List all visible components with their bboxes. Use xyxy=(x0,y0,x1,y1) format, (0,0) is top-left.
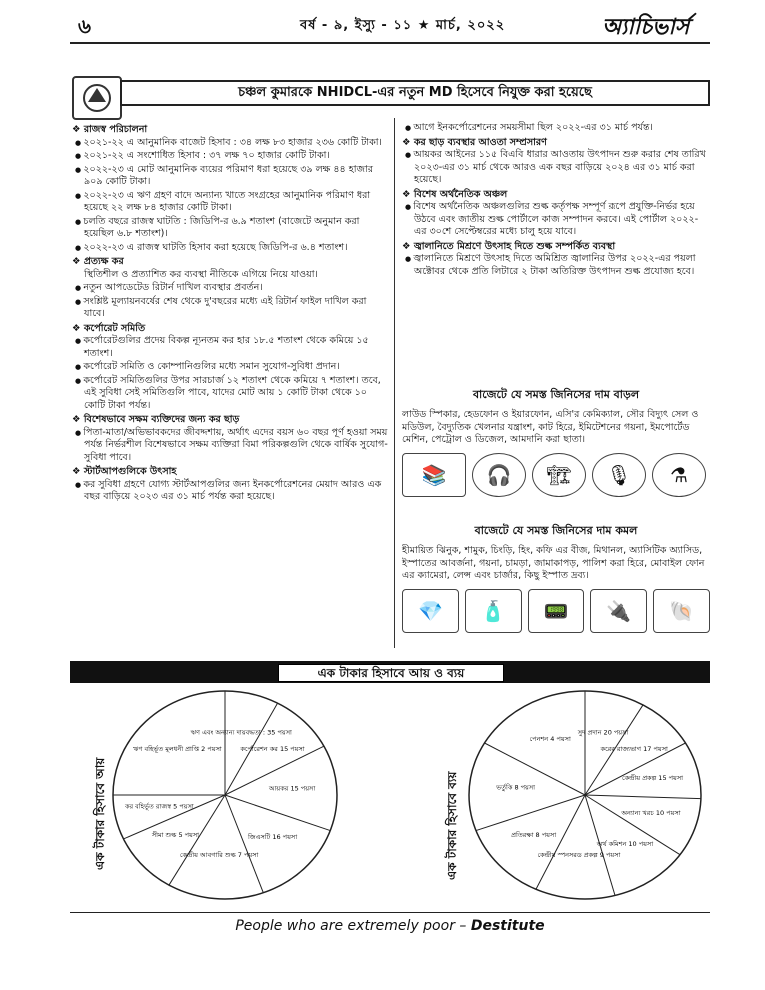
section-heading: ❖ প্রত্যক্ষ কর xyxy=(72,256,388,269)
footer-divider xyxy=(70,912,710,913)
paragraph: ● আগে ইনকর্পোরেশনের সময়সীমা ছিল ২০২২-এর ৩১ মার্চ পর্যন্ত। xyxy=(402,122,710,135)
paragraph: স্থিতিশীল ও প্রত্যাশিত কর ব্যবস্থা নীতিকে এগিয়ে নিয়ে যাওয়া। xyxy=(84,268,318,280)
device-icon: 📟 xyxy=(528,589,585,633)
section-heading: ❖ রাজস্ব পরিচালনা xyxy=(72,124,388,137)
pie-slice-label: করের রাজ্যভাগ 17 পয়সা xyxy=(600,744,668,753)
paragraph: ● ২০২১-২২ এ সংশোধিত হিসাব : ৩৭ লক্ষ ৭০ হাজার কোটি টাকা। xyxy=(72,150,388,163)
price-decrease-text: হীমায়িত ঝিনুক, শামুক, চিংড়ি, হিং, কফি এর বীজ, মিথানল, অ্যাসিটিক অ্যাসিড, ইস্পাতের আবর্জনা, গয়না, চামড়া, জামাকাপড়, পালিশ করা হিরে, মোবাইল ফোন এর ক্যামেরা, লেন্স এবং চার্জার, কিছু ইস্পাত দ্রব্য। xyxy=(402,545,705,581)
paragraph: ● বিশেষ অর্থনৈতিক অঞ্চলগুলির শুল্ক কর্তৃপক্ষ সম্পূর্ণ রূপে প্রযুক্তি-নির্ভর হয়ে উঠবে এবং জাতীয় শুল্ক পোর্টালে কাজ সম্পাদন করবে। এই পোর্টাল ২০২২-এর ৩০শে সেপ্টেম্বরের মধ্যে চালু হয়ে যাবে। xyxy=(402,201,710,239)
paragraph: ● নতুন আপডেটেড রিটার্ন দাখিল ব্যবস্থার প্রবর্তন। xyxy=(72,282,388,295)
pie-slice-label: কেন্দ্রীয় স্পনসরড প্রকল্প 9 পয়সা xyxy=(537,851,621,860)
right-column xyxy=(402,122,710,279)
pie-slice-label: সুদ প্রদান 20 পয়সা xyxy=(577,728,629,737)
pie-slice-label: জিএসটি 16 পয়সা xyxy=(247,833,298,842)
machine-icon: 🏗 xyxy=(532,453,586,497)
paragraph: ● কর্পোরেটগুলির প্রদেয় বিকল্প ন্যূনতম কর হার ১৮.৫ শতাংশ থেকে কমিয়ে ১৫ শতাংশ। xyxy=(72,335,388,360)
pie-slice-label: অন্যান্য খরচ 10 পয়সা xyxy=(621,808,681,817)
page-number: ৬ xyxy=(78,14,92,38)
pie-slice-label: প্রতিরক্ষা 8 পয়সা xyxy=(511,831,557,840)
paragraph: ● কর্পোরেট সমিতিগুলির উপর সারচার্জ ১২ শতাংশ থেকে কমিয়ে ৭ শতাংশ। তবে, এই সুবিধা সেই সমিতিগুলি পাবে, যাদের মোট আয় ১ কোটি টাকা থেকে ১০ কোটি টাকা পর্যন্ত। xyxy=(72,375,388,413)
magazine-logo-icon xyxy=(72,76,122,120)
pie-slice-divider xyxy=(476,795,585,831)
paragraph: ● চলতি বছরে রাজস্ব ঘাটতি : জিডিপি-র ৬.৯ শতাংশ (বাজেটে অনুমান করা হয়েছিল ৬.৮ শতাংশ)। xyxy=(72,216,388,241)
paragraph: ● ২০২২-২৩ এ ঋণ গ্রহণ বাদে অন্যান্য খাতে সংগ্রহের আনুমানিক পরিমাণ ধরা হয়েছে ২২ লক্ষ ৮৪ হাজার কোটি টাকা। xyxy=(72,190,388,215)
section-heading: ❖ কর্পোরেট সমিতি xyxy=(72,323,388,336)
paragraph: ● পিতা-মাতা/অভিভাবকদের জীবদ্দশায়, অর্থাৎ এদের বয়স ৬০ বছর পূর্ণ হওয়া সময় পর্যন্ত নির্ভরশীল বিশেষভাবে সক্ষম ব্যক্তিরা বিমা পরিকল্পগুলি থেকে বার্ষিক সুযোগ-সুবিধা পাবে। xyxy=(72,427,388,465)
income-pie-chart xyxy=(110,688,340,903)
price-increase-title: বাজেটে যে সমস্ত জিনিসের দাম বাড়ল xyxy=(472,388,640,401)
footer-answer: Destitute xyxy=(470,918,545,934)
paragraph: ● ২০২২-২৩ এ রাজস্ব ঘাটতি হিসাব করা হয়েছে জিডিপি-র ৬.৪ শতাংশ। xyxy=(72,242,388,255)
section-heading: ❖ বিশেষ অর্থনৈতিক অঞ্চল xyxy=(402,189,710,202)
bottle-icon: 🧴 xyxy=(465,589,522,633)
paragraph: ● কর্পোরেট সমিতি ও কোম্পানিগুলির মধ্যে সমান সুযোগ-সুবিধা প্রদান। xyxy=(72,361,388,374)
jewellery-icon: 🎙 xyxy=(592,453,646,497)
pie-slice-label: কর বহির্ভূত রাজস্ব 5 পয়সা xyxy=(124,802,194,811)
headline: চঞ্চল কুমারকে NHIDCL-এর নতুন MD হিসেবে নিযুক্ত করা হয়েছে xyxy=(120,80,710,106)
pie-slice-divider xyxy=(585,795,701,799)
price-increase-section xyxy=(402,386,710,497)
pie-slice-label: ঋণ এবং অন্যান্য দায়বদ্ধতা : 35 পয়সা xyxy=(190,728,292,737)
section-heading: ❖ স্টার্টআপগুলিকে উৎসাহ xyxy=(72,466,388,479)
section-heading: ❖ বিশেষভাবে সক্ষম ব্যক্তিদের জন্য কর ছাড় xyxy=(72,414,388,427)
price-increase-icons xyxy=(402,453,710,497)
books-icon: 📚 xyxy=(402,453,466,497)
pie-slice-divider xyxy=(225,795,263,893)
pie-slice-label: কেন্দ্রীয় আবগারি শুল্ক 7 পয়সা xyxy=(179,851,259,860)
income-chart-label: এক টাকার হিসাবে আয় xyxy=(93,757,107,870)
footer-text xyxy=(70,918,710,934)
brand-title: অ্যাচিভার্স xyxy=(602,15,690,40)
diamond-icon: 💎 xyxy=(402,589,459,633)
section-heading: ❖ জ্বালানিতে মিশ্রণে উৎসাহ দিতে শুল্ক সম্পর্কিত ব্যবস্থা xyxy=(402,241,710,254)
pie-slice-label: ঋণ বহির্ভূত মূলধনী প্রাপ্তি 2 পয়সা xyxy=(133,744,222,753)
section-banner-label: এক টাকার হিসাবে আয় ও ব্যয় xyxy=(278,664,504,682)
section-heading: ❖ কর ছাড় ব্যবস্থার আওতা সম্প্রসারণ xyxy=(402,137,710,150)
pie-slice-label: কেন্দ্রীয় প্রকল্প 15 পয়সা xyxy=(622,773,684,782)
pie-slice-label: পেনশন 4 পয়সা xyxy=(529,734,571,743)
left-column xyxy=(72,122,388,505)
chemical-icon: ⚗ xyxy=(652,453,706,497)
expense-pie-chart xyxy=(465,688,705,903)
price-decrease-title: বাজেটে যে সমস্ত জিনিসের দাম কমল xyxy=(474,524,638,537)
paragraph: ● ২০২১-২২ এ আনুমানিক বাজেট হিসাব : ৩৪ লক্ষ ৮৩ হাজার ২৩৬ কোটি টাকা। xyxy=(72,137,388,150)
pie-slice-label: সীমা শুল্ক 5 পয়সা xyxy=(151,831,200,840)
price-decrease-icons xyxy=(402,589,710,633)
expense-chart-label: এক টাকার হিসাবে ব্যয় xyxy=(445,771,459,880)
price-increase-text: লাউড স্পিকার, হেডফোন ও ইয়ারফোন, এসি'র কেমিক্যাল, সৌর বিদ্যুৎ সেল ও মডিউল, বৈদ্যুতিক খেলনার যন্ত্রাংশ, কাট হিরে, ইমিটেশনের গয়না, ইমপোর্টেড মেশিন, পেট্রোল ও ডিজেল, আমদানি করা ছাতা। xyxy=(402,409,699,445)
paragraph: ● কর সুবিধা গ্রহণে যোগ্য স্টার্টআপগুলির জন্য ইনকর্পোরেশনের মেয়াদ আরও এক বছর বাড়িয়ে ২০২৩ এর ৩১ মার্চ পর্যন্ত করা হয়েছে। xyxy=(72,479,388,504)
pie-slice-divider xyxy=(536,795,585,889)
pie-slice-label: আয়কর 15 পয়সা xyxy=(268,784,316,793)
price-decrease-section xyxy=(402,522,710,633)
paragraph: ● ২০২২-২৩ এ মোট আনুমানিক ব্যয়ের পরিমাণ ধরা হয়েছে ৩৯ লক্ষ ৪৪ হাজার ৯০৯ কোটি টাকা। xyxy=(72,164,388,189)
pie-slice-label: কর্পোরেশন কর 15 পয়সা xyxy=(240,744,305,753)
issue-info: বর্ষ - ৯, ইস্যু - ১১ ★ মার্চ, ২০২২ xyxy=(300,18,506,33)
paragraph: ● জ্বালানিতে মিশ্রণে উৎসাহ দিতে অমিশ্রিত জ্বালানির উপর ২০২২-এর পয়লা অক্টোবর থেকে প্রতি লিটারে ২ টাকা অতিরিক্ত উৎপাদন শুল্ক প্রযোজ্য হবে। xyxy=(402,253,710,278)
pie-slice-label: ভর্তুকি 8 পয়সা xyxy=(496,783,536,792)
pie-slice-divider xyxy=(225,795,330,831)
paragraph: ● আয়কর আইনের ১১৫ বিএবি ধারার আওতায় উৎপাদন শুরু করার শেষ তারিখ ২০২৩-এর ৩১ মার্চ থেকে আরও এক বছর বাড়িয়ে ২০২৪ এর ৩১ মার্চ করা হয়েছে। xyxy=(402,149,710,187)
pie-slice-label: অর্থ কমিশন 10 পয়সা xyxy=(596,840,654,849)
header-divider xyxy=(70,42,710,44)
column-divider xyxy=(394,118,395,648)
paragraph: ● সংশ্লিষ্ট মূল্যায়নবর্ষের শেষ থেকে দু'বছরের মধ্যে এই রিটার্ন ফাইল দাখিল করা যাবে। xyxy=(72,296,388,321)
shell-icon: 🐚 xyxy=(653,589,710,633)
headphone-icon: 🎧 xyxy=(472,453,526,497)
charger-icon: 🔌 xyxy=(590,589,647,633)
footer-phrase: People who are extremely poor – xyxy=(235,918,471,934)
